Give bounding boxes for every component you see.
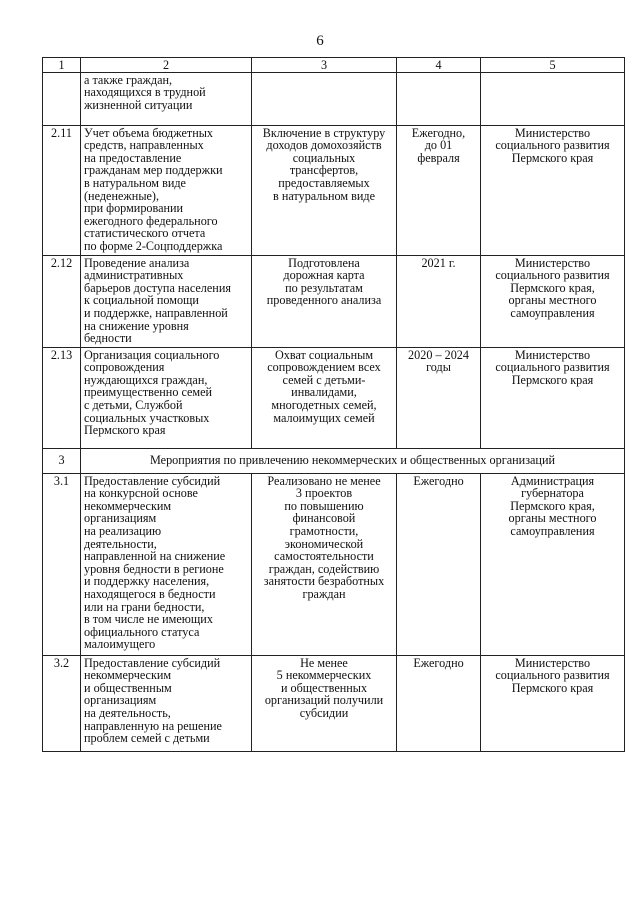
table-row bbox=[43, 473, 625, 655]
row-number bbox=[43, 72, 81, 125]
executor-cell: Министерство социального развития Пермского края bbox=[481, 125, 625, 255]
table-row bbox=[43, 655, 625, 751]
header-cell: 2 bbox=[81, 58, 252, 73]
section-row bbox=[43, 448, 625, 473]
section-number: 3 bbox=[43, 448, 81, 473]
action-cell: Предоставление субсидий на конкурсной основе некоммерческим организациям на реализацию деятельности, направленной на снижение уровня бедности в регионе и поддержку населения, находящегося в бедности или на грани бедности, в том числе не имеющих официального статуса малоимущего bbox=[81, 473, 252, 655]
page-number: 6 bbox=[316, 33, 324, 49]
table-row bbox=[43, 125, 625, 255]
row-number: 2.13 bbox=[43, 347, 81, 448]
table-row bbox=[43, 72, 625, 125]
section-title: Мероприятия по привлечению некоммерческих и общественных организаций bbox=[81, 448, 625, 473]
result-cell bbox=[252, 72, 397, 125]
row-number: 3.1 bbox=[43, 473, 81, 655]
measures-table bbox=[42, 57, 625, 752]
table-row bbox=[43, 255, 625, 347]
term-cell bbox=[397, 72, 481, 125]
result-cell: Подготовлена дорожная карта по результатам проведенного анализа bbox=[252, 255, 397, 347]
header-cell: 1 bbox=[43, 58, 81, 73]
row-number: 3.2 bbox=[43, 655, 81, 751]
action-cell: Проведение анализа административных барьеров доступа населения к социальной помощи и поддержке, направленной на снижение уровня бедности bbox=[81, 255, 252, 347]
term-cell: 2020 – 2024 годы bbox=[397, 347, 481, 448]
executor-cell bbox=[481, 72, 625, 125]
term-cell: 2021 г. bbox=[397, 255, 481, 347]
action-cell: а также граждан, находящихся в трудной жизненной ситуации bbox=[81, 72, 252, 125]
action-cell: Организация социального сопровождения нуждающихся граждан, преимущественно семей с детьми, Службой социальных участковых Пермского края bbox=[81, 347, 252, 448]
table-row bbox=[43, 347, 625, 448]
header-cell: 3 bbox=[252, 58, 397, 73]
term-cell: Ежегодно bbox=[397, 473, 481, 655]
result-cell: Реализовано не менее 3 проектов по повышению финансовой грамотности, экономической самостоятельности граждан, содействию занятости безработных граждан bbox=[252, 473, 397, 655]
header-cell: 5 bbox=[481, 58, 625, 73]
term-cell: Ежегодно, до 01 февраля bbox=[397, 125, 481, 255]
executor-cell: Администрация губернатора Пермского края, органы местного самоуправления bbox=[481, 473, 625, 655]
executor-cell: Министерство социального развития Пермского края bbox=[481, 347, 625, 448]
term-cell: Ежегодно bbox=[397, 655, 481, 751]
action-cell: Предоставление субсидий некоммерческим и общественным организациям на деятельность, направленную на решение проблем семей с детьми bbox=[81, 655, 252, 751]
result-cell: Не менее 5 некоммерческих и общественных организаций получили субсидии bbox=[252, 655, 397, 751]
executor-cell: Министерство социального развития Пермского края, органы местного самоуправления bbox=[481, 255, 625, 347]
result-cell: Включение в структуру доходов домохозяйств социальных трансфертов, предоставляемых в натуральном виде bbox=[252, 125, 397, 255]
header-cell: 4 bbox=[397, 58, 481, 73]
result-cell: Охват социальным сопровождением всех семей с детьми- инвалидами, многодетных семей, малоимущих семей bbox=[252, 347, 397, 448]
row-number: 2.11 bbox=[43, 125, 81, 255]
row-number: 2.12 bbox=[43, 255, 81, 347]
action-cell: Учет объема бюджетных средств, направленных на предоставление гражданам мер поддержки в натуральном виде (неденежные), при формировании ежегодного федерального статистического отчета по форме 2-Соцподдержка bbox=[81, 125, 252, 255]
table-header-row bbox=[43, 58, 625, 73]
executor-cell: Министерство социального развития Пермского края bbox=[481, 655, 625, 751]
